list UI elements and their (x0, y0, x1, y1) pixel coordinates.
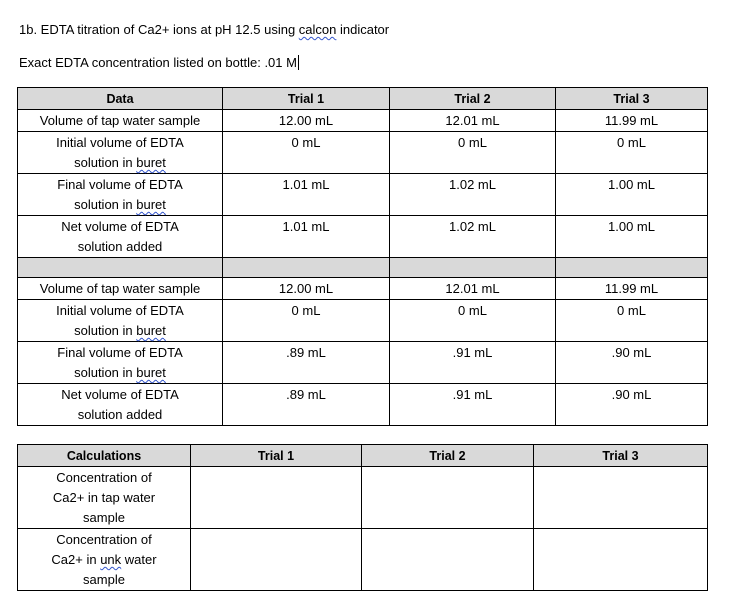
header-trial-2: Trial 2 (362, 445, 534, 467)
trial-1-value[interactable]: .89 mL (223, 384, 390, 426)
calc-cell[interactable] (191, 467, 362, 529)
trial-1-value[interactable]: 12.00 mL (223, 110, 390, 132)
header-trial-2: Trial 2 (390, 88, 556, 110)
trial-2-value[interactable]: 0 mL (390, 300, 556, 342)
calc-cell[interactable] (191, 529, 362, 591)
row-label: Final volume of EDTA solution in buret (18, 342, 223, 384)
row-label: Volume of tap water sample (18, 110, 223, 132)
calculations-table (17, 444, 708, 591)
trial-1-value[interactable]: 1.01 mL (223, 216, 390, 258)
trial-1-value[interactable]: .89 mL (223, 342, 390, 384)
header-data: Data (18, 88, 223, 110)
header-trial-1: Trial 1 (191, 445, 362, 467)
calc-cell[interactable] (534, 467, 708, 529)
trial-3-value[interactable]: 11.99 mL (556, 110, 708, 132)
trial-2-value[interactable]: .91 mL (390, 384, 556, 426)
trial-1-value[interactable]: 1.01 mL (223, 174, 390, 216)
separator-row (18, 258, 708, 278)
calc-cell[interactable] (534, 529, 708, 591)
trial-2-value[interactable]: .91 mL (390, 342, 556, 384)
trial-3-value[interactable]: 0 mL (556, 300, 708, 342)
trial-3-value[interactable]: 1.00 mL (556, 216, 708, 258)
trial-1-value[interactable]: 0 mL (223, 132, 390, 174)
trial-2-value[interactable]: 12.01 mL (390, 110, 556, 132)
header-calculations: Calculations (18, 445, 191, 467)
row-label: Net volume of EDTA solution added (18, 216, 223, 258)
header-trial-3: Trial 3 (556, 88, 708, 110)
calc-row-unk (18, 529, 708, 591)
calc-row-tap (18, 467, 708, 529)
data-row (18, 300, 708, 342)
label-line: Ca2+ in unk water (51, 552, 157, 567)
trial-3-value[interactable]: 11.99 mL (556, 278, 708, 300)
row-label: Initial volume of EDTA solution in buret (18, 132, 223, 174)
data-row (18, 174, 708, 216)
calc-label (18, 529, 191, 591)
header-trial-1: Trial 1 (223, 88, 390, 110)
data-row (18, 132, 708, 174)
row-label: Initial volume of EDTA solution in buret (18, 300, 223, 342)
label-line: sample (83, 510, 125, 525)
label-line: Ca2+ in tap water (52, 490, 156, 505)
trial-3-value[interactable]: 0 mL (556, 132, 708, 174)
trial-1-value[interactable]: 0 mL (223, 300, 390, 342)
data-row (18, 216, 708, 258)
data-row (18, 384, 708, 426)
header-trial-3: Trial 3 (534, 445, 708, 467)
data-table (17, 87, 708, 426)
heading: 1b. EDTA titration of Ca2+ ions at pH 12.5 using calcon indicator (19, 22, 390, 37)
label-line: Concentration of (56, 532, 152, 547)
trial-2-value[interactable]: 1.02 mL (390, 174, 556, 216)
concentration-line[interactable]: Exact EDTA concentration listed on bottle: .01 M (19, 55, 297, 70)
trial-3-value[interactable]: .90 mL (556, 342, 708, 384)
calc-cell[interactable] (362, 529, 534, 591)
trial-2-value[interactable]: 1.02 mL (390, 216, 556, 258)
data-row (18, 278, 708, 300)
row-label: Volume of tap water sample (18, 278, 223, 300)
trial-1-value[interactable]: 12.00 mL (223, 278, 390, 300)
trial-2-value[interactable]: 12.01 mL (390, 278, 556, 300)
trial-2-value[interactable]: 0 mL (390, 132, 556, 174)
trial-3-value[interactable]: 1.00 mL (556, 174, 708, 216)
data-row (18, 110, 708, 132)
calc-label (18, 467, 191, 529)
row-label: Final volume of EDTA solution in buret (18, 174, 223, 216)
trial-3-value[interactable]: .90 mL (556, 384, 708, 426)
row-label: Net volume of EDTA solution added (18, 384, 223, 426)
label-line: Concentration of (56, 470, 152, 485)
label-line: sample (83, 572, 125, 587)
text-cursor (298, 55, 299, 70)
data-row (18, 342, 708, 384)
calc-cell[interactable] (362, 467, 534, 529)
